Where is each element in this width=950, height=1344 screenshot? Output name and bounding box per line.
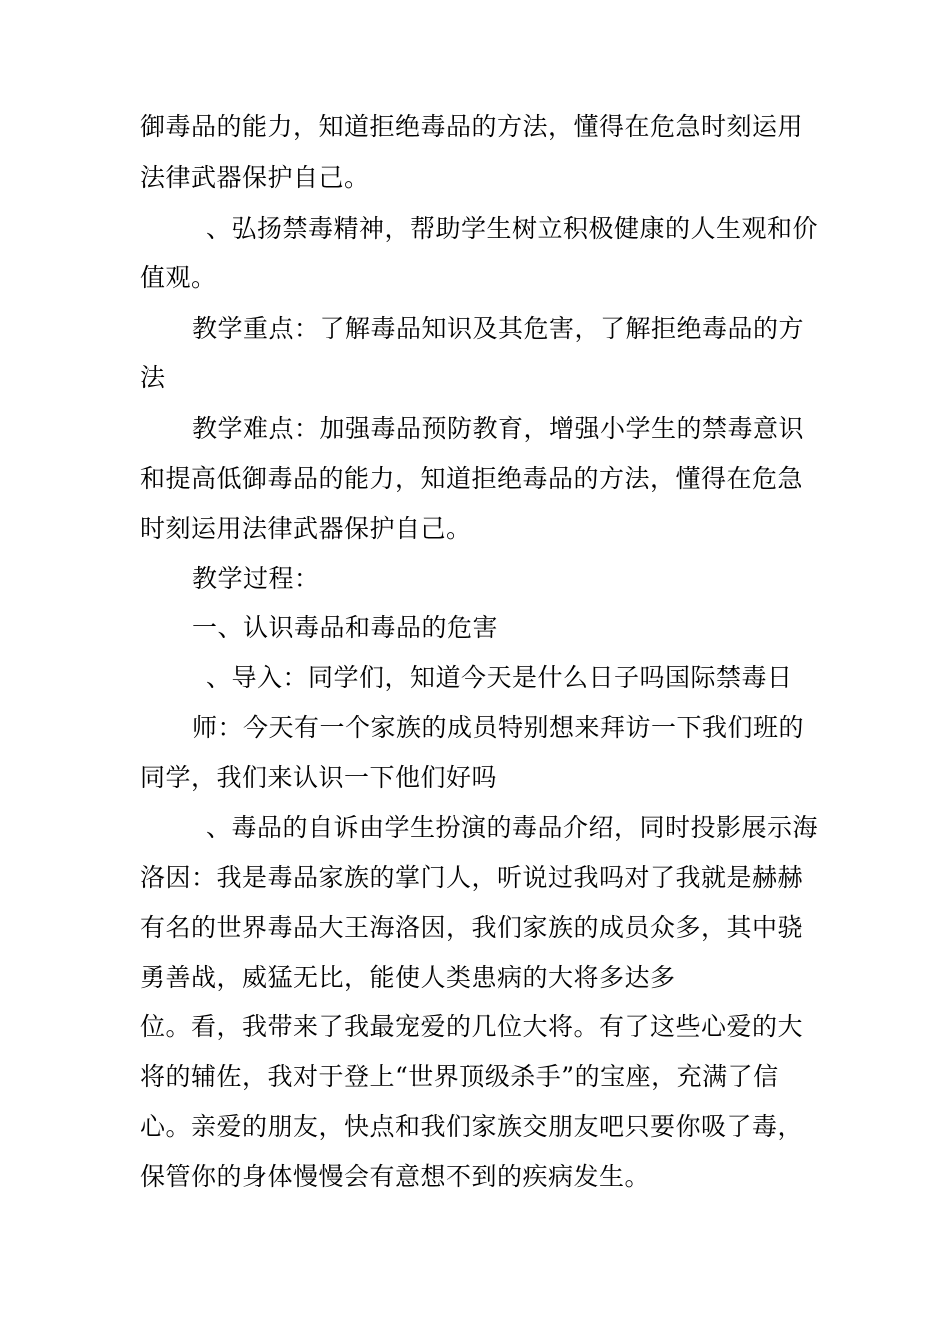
text-line-3: 、弘扬禁毒精神，帮助学生树立积极健康的人生观和价 <box>206 214 819 243</box>
text-line-15: 、毒品的自诉由学生扮演的毒品介绍，同时投影展示海 <box>206 813 819 842</box>
text-line-21: 心。亲爱的朋友，快点和我们家族交朋友吧只要你吸了毒， <box>140 1112 804 1141</box>
text-line-22: 保管你的身体慢慢会有意想不到的疾病发生。 <box>140 1162 651 1191</box>
text-line-13: 师：今天有一个家族的成员特别想来拜访一下我们班的 <box>192 713 805 742</box>
text-line-16: 洛因：我是毒品家族的掌门人，听说过我吗对了我就是赫赫 <box>140 863 804 892</box>
text-line-18: 勇善战，威猛无比，能使人类患病的大将多达多 <box>140 963 676 992</box>
text-line-9: 时刻运用法律武器保护自己。 <box>140 514 472 543</box>
text-line-11: 一、认识毒品和毒品的危害 <box>192 613 499 642</box>
text-line-1: 御毒品的能力，知道拒绝毒品的方法，懂得在危急时刻运用 <box>140 112 804 141</box>
text-line-17: 有名的世界毒品大王海洛因，我们家族的成员众多，其中骁 <box>140 913 804 942</box>
text-line-14: 同学，我们来认识一下他们好吗 <box>140 763 498 792</box>
text-line-2: 法律武器保护自己。 <box>140 163 370 192</box>
text-line-5: 教学重点：了解毒品知识及其危害，了解拒绝毒品的方 <box>192 314 805 343</box>
text-line-6: 法 <box>140 363 166 392</box>
text-line-8: 和提高低御毒品的能力，知道拒绝毒品的方法，懂得在危急 <box>140 464 804 493</box>
text-line-19: 位。看，我带来了我最宠爱的几位大将。有了这些心爱的大 <box>140 1012 804 1041</box>
text-line-10: 教学过程： <box>192 564 320 593</box>
text-line-12: 、导入：同学们，知道今天是什么日子吗国际禁毒日 <box>206 663 793 692</box>
text-line-7: 教学难点：加强毒品预防教育，增强小学生的禁毒意识 <box>192 414 805 443</box>
text-line-4: 值观。 <box>140 263 217 292</box>
text-line-20: 将的辅佐，我对于登上“世界顶级杀手”的宝座，充满了信 <box>140 1062 779 1091</box>
